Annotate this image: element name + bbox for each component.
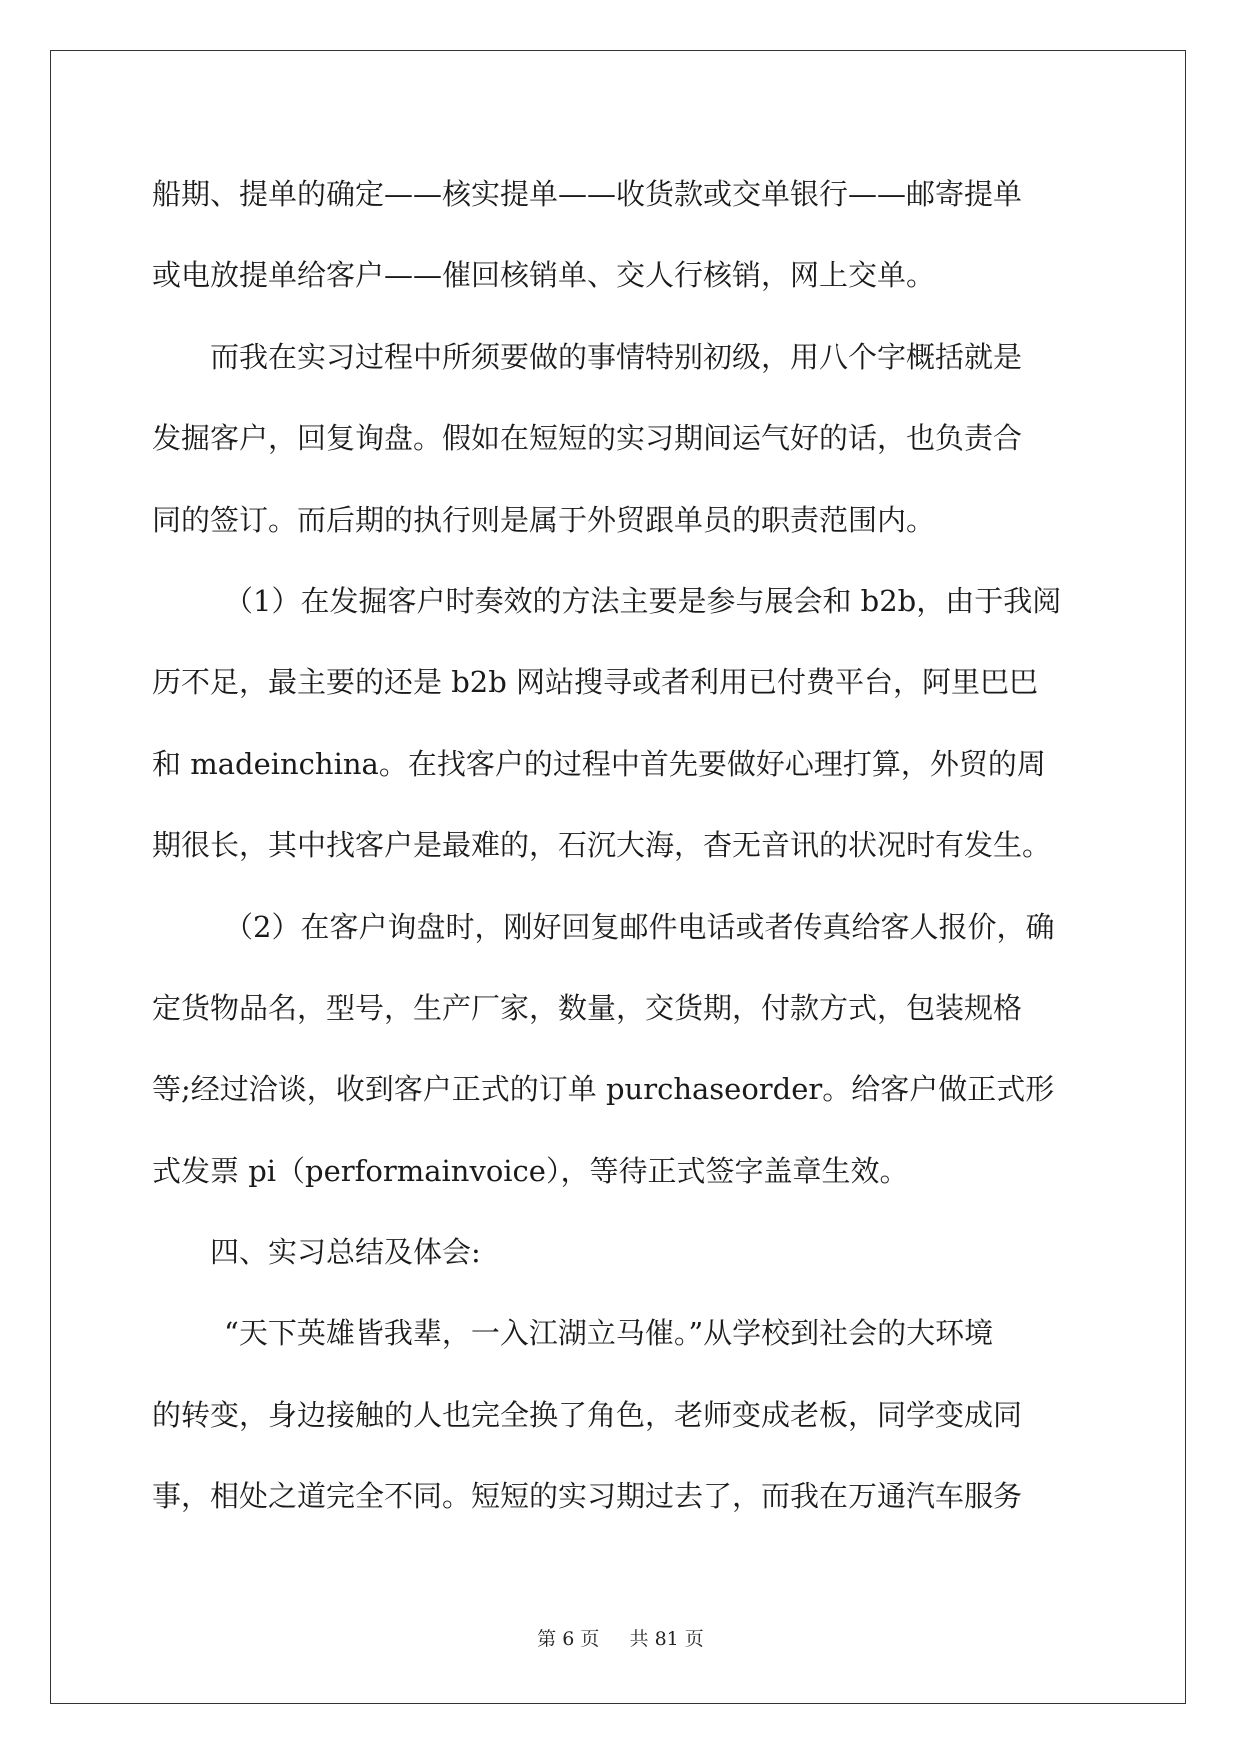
text-line: 定货物品名，型号，生产厂家，数量，交货期，付款方式，包装规格: [152, 990, 1023, 1025]
paragraph-start: “天下英雄皆我辈，一入江湖立马催。”从学校到社会的大环境: [224, 1316, 994, 1351]
text-line: 或电放提单给客户——催回核销单、交人行核销，网上交单。: [152, 258, 936, 293]
document-body: [152, 154, 1092, 1538]
text-line: 期很长，其中找客户是最难的，石沉大海，杳无音讯的状况时有发生。: [152, 828, 1052, 863]
text-line: 的转变，身边接触的人也完全换了角色，老师变成老板，同学变成同: [152, 1397, 1023, 1432]
text-line: 事，相处之道完全不同。短短的实习期过去了，而我在万通汽车服务: [152, 1479, 1023, 1514]
paragraph-start: 而我在实习过程中所须要做的事情特别初级，用八个字概括就是: [210, 339, 1023, 374]
page-total: 共 81 页: [629, 1628, 704, 1650]
paragraph-start: （1）在发掘客户时奏效的方法主要是参与展会和 b2b，由于我阅: [224, 583, 1062, 618]
text-line: 发掘客户，回复询盘。假如在短短的实习期间运气好的话，也负责合: [152, 421, 1023, 456]
section-heading: 四、实习总结及体会:: [210, 1235, 481, 1270]
text-line: 和 madeinchina。在找客户的过程中首先要做好心理打算，外贸的周: [152, 746, 1046, 781]
text-line: 历不足，最主要的还是 b2b 网站搜寻或者利用已付费平台，阿里巴巴: [152, 665, 1039, 700]
text-line: 式发票 pi（performainvoice），等待正式签字盖章生效。: [152, 1153, 909, 1188]
page-footer: [0, 1624, 1241, 1651]
text-line: 船期、提单的确定——核实提单——收货款或交单银行——邮寄提单: [152, 177, 1023, 211]
paragraph-start: （2）在客户询盘时，刚好回复邮件电话或者传真给客人报价，确: [224, 909, 1055, 944]
text-line: 同的签订。而后期的执行则是属于外贸跟单员的职责范围内。: [152, 502, 936, 537]
page-number: 第 6 页: [537, 1628, 600, 1650]
text-line: 等;经过洽谈，收到客户正式的订单 purchaseorder。给客户做正式形: [152, 1072, 1055, 1107]
